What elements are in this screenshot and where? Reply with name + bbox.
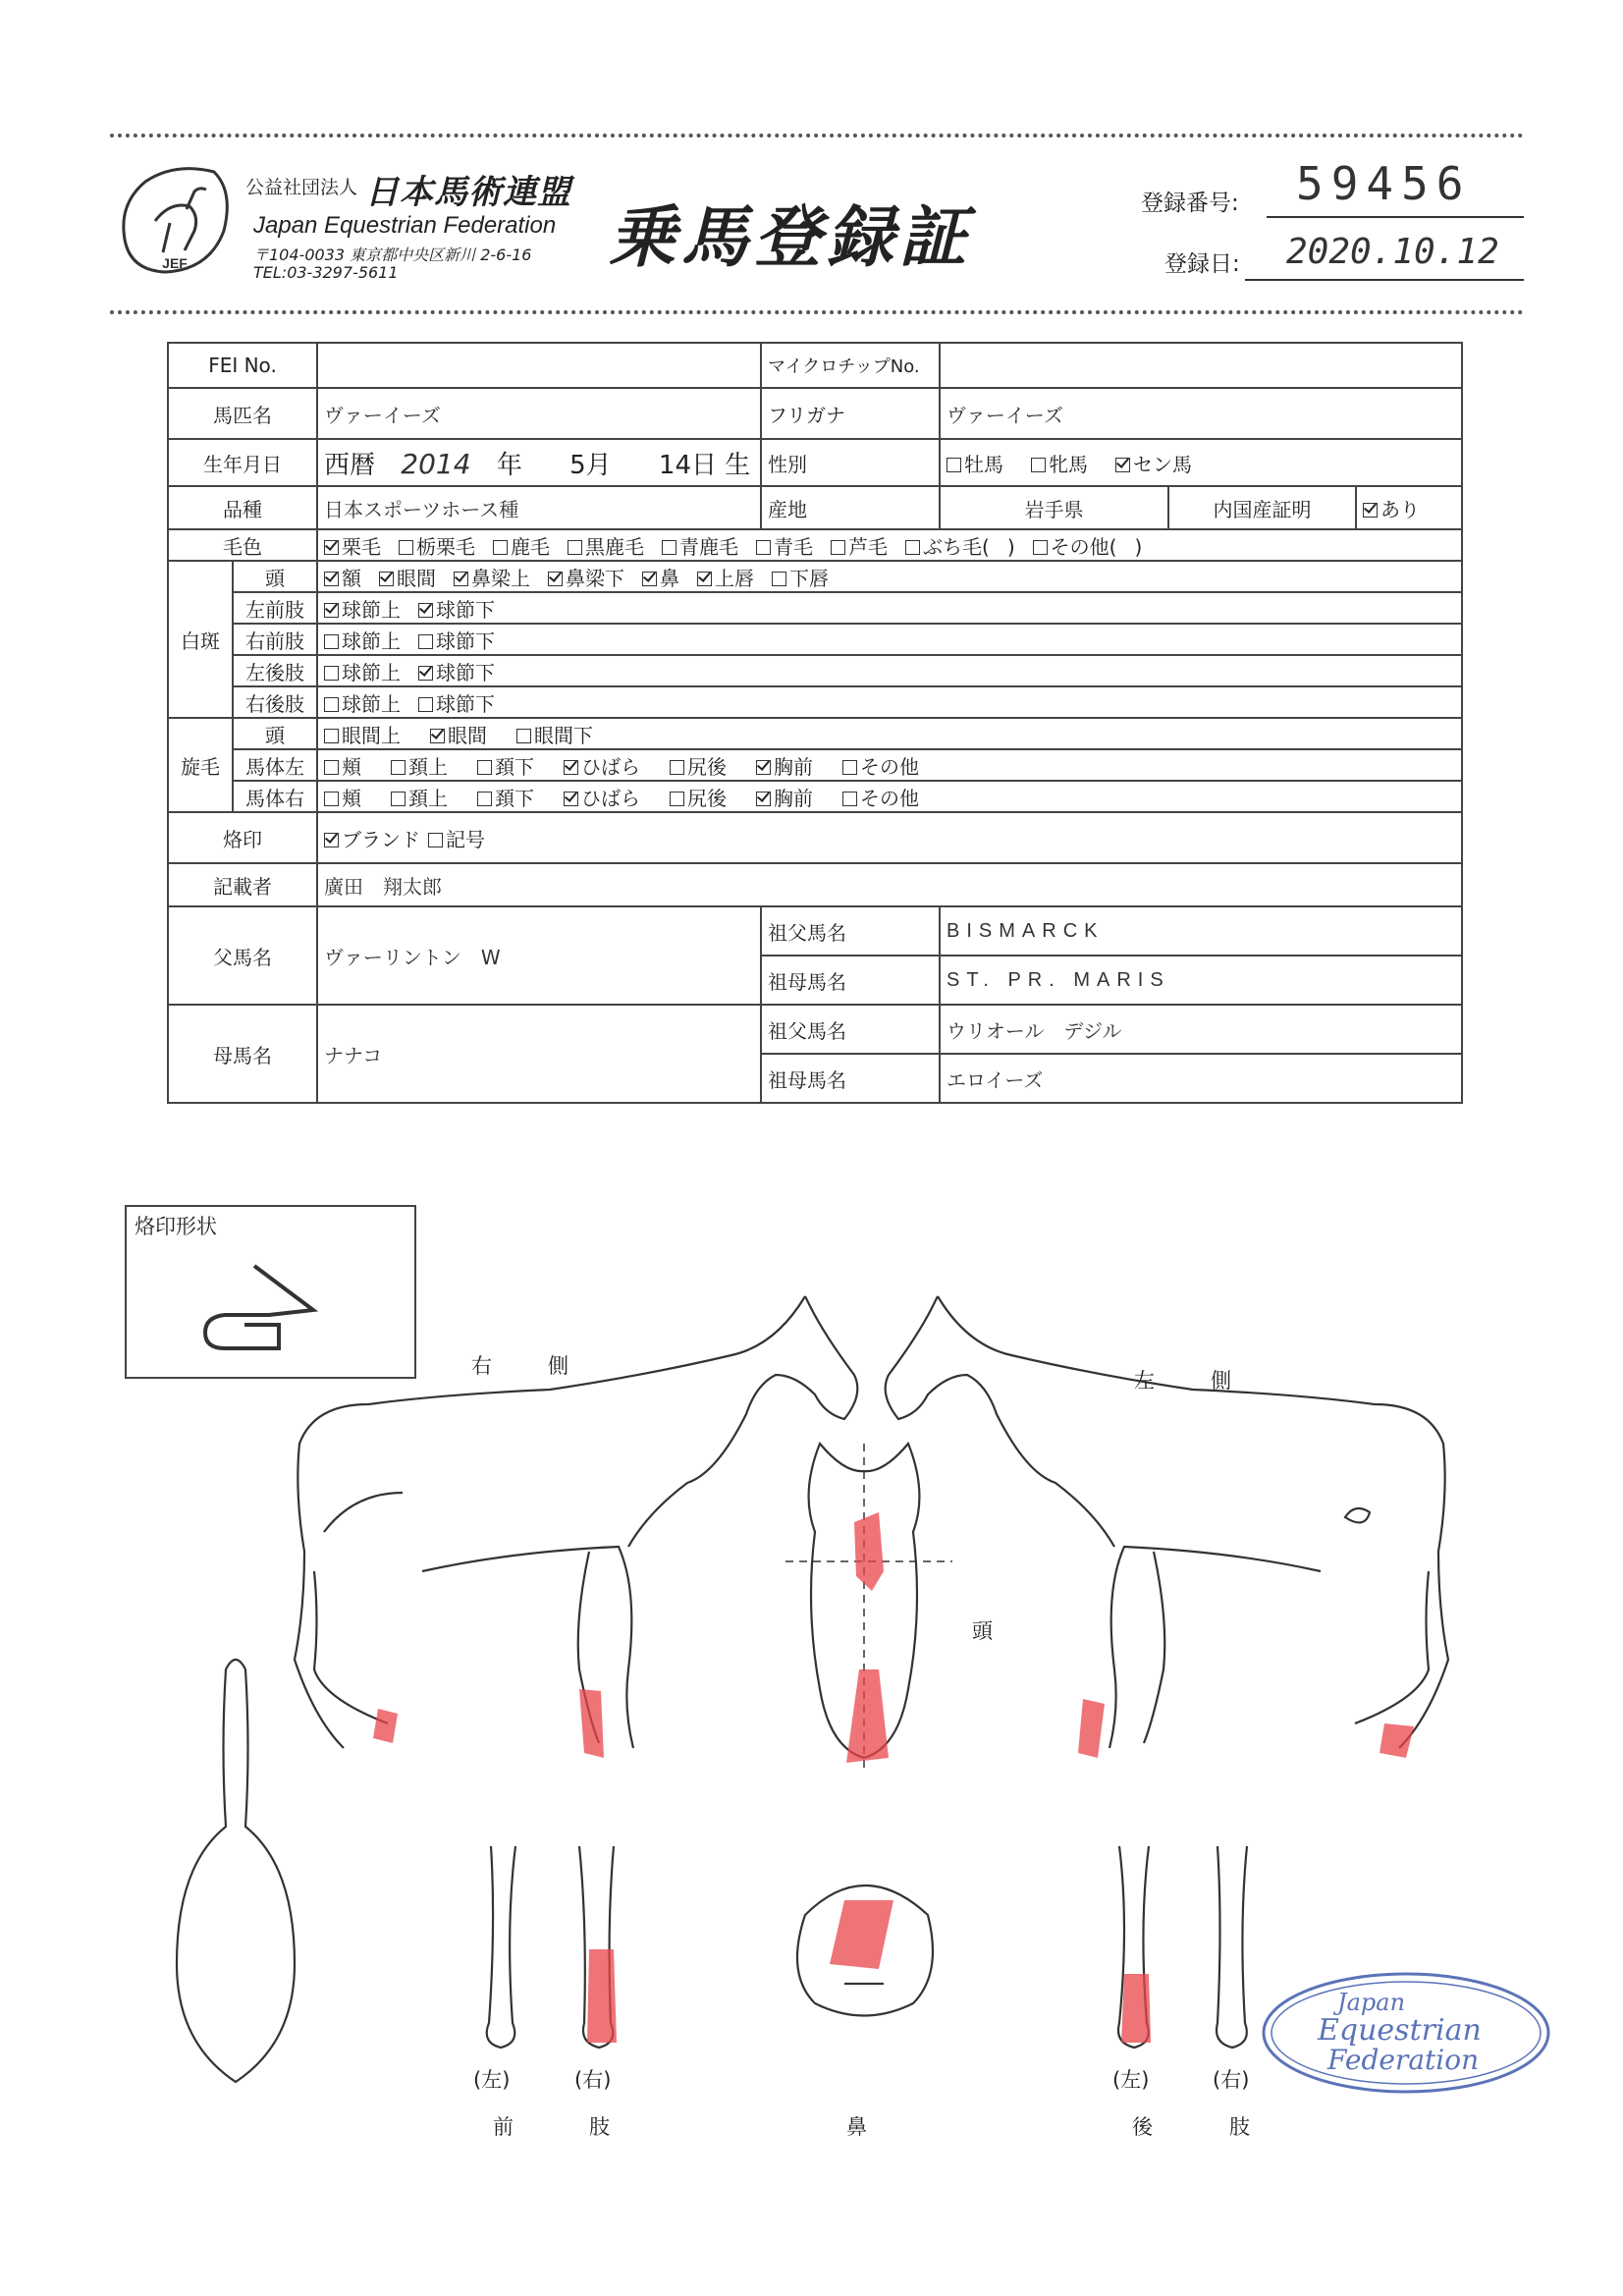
checked-box-icon[interactable]	[564, 760, 578, 775]
checkbox-option-label: その他	[860, 754, 920, 779]
fore-label-1: 前	[493, 2115, 514, 2139]
checkbox-option[interactable]	[418, 598, 495, 622]
unchecked-box-icon[interactable]	[516, 729, 531, 743]
checkbox-option[interactable]	[516, 724, 593, 747]
checked-box-icon[interactable]	[379, 572, 394, 586]
white-options	[317, 686, 1462, 718]
checkbox-option-label: 青毛	[774, 534, 814, 559]
horse-left-side	[886, 1296, 1448, 1748]
checkbox-option[interactable]	[430, 724, 487, 747]
unchecked-box-icon[interactable]	[842, 760, 857, 775]
checkbox-option[interactable]	[697, 567, 754, 590]
checkbox-option-label: 球節下	[436, 660, 496, 684]
head-label: 頭	[972, 1619, 993, 1643]
checkbox-option-label: 球節下	[436, 691, 496, 716]
checkbox-option-label: 球節上	[342, 660, 402, 684]
checkbox-option-label: 眼間上	[342, 723, 402, 747]
whorl-row	[168, 749, 1462, 781]
checkbox-option[interactable]	[324, 828, 420, 851]
brand-label: 烙印	[168, 812, 317, 863]
checkbox-option[interactable]	[324, 692, 401, 716]
checkbox-option-label: 芦毛	[848, 534, 889, 559]
federation-stamp	[1259, 1969, 1553, 2097]
checkbox-option-label: 下唇	[789, 566, 830, 590]
checkbox-option[interactable]	[454, 567, 530, 590]
checkbox-option[interactable]	[670, 755, 727, 779]
checkbox-option-label: 眼間	[448, 723, 488, 747]
dam-value: ナナコ	[317, 1005, 761, 1103]
checkbox-option-label: 額	[342, 566, 362, 590]
whorl-row	[168, 781, 1462, 812]
checkbox-option-label: 胸前	[774, 754, 814, 779]
checkbox-option-label: 頚上	[408, 786, 449, 810]
tel-line: TEL:03-3297-5611	[253, 263, 399, 282]
checkbox-option-label: 頚下	[495, 786, 535, 810]
reg-date-label: 登録日:	[1164, 251, 1240, 277]
fei-value	[317, 343, 761, 388]
checkbox-option[interactable]	[564, 787, 640, 810]
whorl-part: 馬体左	[233, 749, 317, 781]
checkbox-option-label: 鼻梁下	[566, 566, 625, 590]
checkbox-option[interactable]	[756, 755, 813, 779]
reg-date-underline	[1245, 279, 1524, 281]
chip-label: マイクロチップNo.	[761, 343, 940, 388]
checked-box-icon[interactable]	[642, 572, 657, 586]
origin-label: 産地	[761, 486, 940, 529]
horse-top-view	[177, 1660, 295, 2082]
checked-box-icon[interactable]	[756, 792, 771, 806]
dob-suffix: 生	[725, 450, 751, 480]
checkbox-option-label: その他(	[1050, 534, 1117, 559]
white-row	[168, 624, 1462, 655]
checkbox-option[interactable]	[670, 787, 727, 810]
checkbox-option-label: 頚下	[495, 754, 535, 779]
jef-logo	[116, 162, 236, 280]
checked-box-icon[interactable]	[564, 792, 578, 806]
checkbox-option-label: 胸前	[774, 786, 814, 810]
dob-year-unit: 年	[496, 450, 522, 480]
checkbox-option-label: ブランド	[342, 827, 421, 851]
domestic-label: 内国産証明	[1168, 486, 1356, 529]
checkbox-option-label: 栗毛	[342, 534, 382, 559]
sex-label: 性別	[761, 439, 940, 486]
writer-value: 廣田 翔太郎	[317, 863, 1462, 906]
checkbox-option-label: あり	[1380, 497, 1421, 521]
unchecked-box-icon[interactable]	[391, 792, 406, 806]
checkbox-option-label: ぶち毛(	[923, 534, 990, 559]
checkbox-option-label: 鹿毛	[511, 534, 551, 559]
checked-box-icon[interactable]	[324, 603, 339, 618]
checkbox-option-label: その他	[860, 786, 920, 810]
top-dotted-rule	[110, 134, 1524, 137]
checkbox-option[interactable]	[1363, 498, 1420, 521]
checkbox-option-label: 鼻	[660, 566, 680, 590]
checkbox-option[interactable]	[324, 661, 401, 684]
checkbox-option[interactable]	[548, 567, 624, 590]
fore-right-label: (右)	[574, 2068, 612, 2092]
unchecked-box-icon[interactable]	[756, 540, 771, 555]
unchecked-box-icon[interactable]	[670, 792, 684, 806]
left-side-label: 左 側	[1134, 1369, 1249, 1393]
dam-grandsire-label: 祖父馬名	[761, 1005, 940, 1054]
whorl-label: 旋毛	[168, 718, 233, 812]
checkbox-option[interactable]	[772, 567, 829, 590]
checkbox-option-label: ひばら	[581, 786, 641, 810]
checkbox-option[interactable]	[477, 755, 534, 779]
sire-grandsire-label: 祖父馬名	[761, 906, 940, 956]
checkbox-option-label: 頚上	[408, 754, 449, 779]
brand-options	[317, 812, 1462, 863]
sire-granddam-value: ST. PR. MARIS	[940, 956, 1462, 1005]
checkbox-option[interactable]	[391, 787, 448, 810]
white-row	[168, 592, 1462, 624]
chip-value	[940, 343, 1462, 388]
brand-shape-label: 烙印形状	[135, 1215, 217, 1238]
unchecked-box-icon[interactable]	[772, 572, 786, 586]
unchecked-box-icon[interactable]	[418, 697, 433, 712]
row-breed	[168, 486, 1462, 529]
hind-left-label: (左)	[1112, 2068, 1150, 2092]
hind-label-1: 後	[1132, 2115, 1153, 2139]
checkbox-option-label: 上唇	[715, 566, 755, 590]
checked-box-icon[interactable]	[418, 666, 433, 681]
name-label: 馬匹名	[168, 388, 317, 439]
white-options	[317, 655, 1462, 686]
unchecked-box-icon[interactable]	[493, 540, 508, 555]
row-fei	[168, 343, 1462, 388]
dob-day: 14日	[658, 450, 718, 480]
unchecked-box-icon[interactable]	[670, 760, 684, 775]
checkbox-option-label: 球節上	[342, 691, 402, 716]
whorl-part: 頭	[233, 718, 317, 749]
checkbox-option[interactable]	[1007, 535, 1015, 559]
checkbox-option[interactable]	[756, 787, 813, 810]
writer-label: 記載者	[168, 863, 317, 906]
white-part: 左後肢	[233, 655, 317, 686]
registration-form-table	[167, 342, 1463, 1104]
checked-box-icon[interactable]	[1115, 458, 1130, 472]
org-name: 日本馬術連盟	[365, 173, 571, 212]
white-part: 右前肢	[233, 624, 317, 655]
checkbox-option-label: 頬	[342, 786, 362, 810]
unchecked-box-icon[interactable]	[1031, 458, 1046, 472]
checked-box-icon[interactable]	[324, 833, 339, 847]
checkbox-option-label: 頬	[342, 754, 362, 779]
white-markings	[373, 1512, 1414, 2043]
breed-value: 日本スポーツホース種	[317, 486, 761, 529]
reg-no-label: 登録番号:	[1141, 191, 1239, 216]
dam-grandsire-value: ウリオール デジル	[940, 1005, 1462, 1054]
address-line: 〒104-0033 東京都中央区新川 2-6-16	[253, 246, 532, 264]
unchecked-box-icon[interactable]	[947, 458, 961, 472]
checkbox-option[interactable]	[831, 535, 888, 559]
unchecked-box-icon[interactable]	[831, 540, 845, 555]
checked-box-icon[interactable]	[1363, 503, 1378, 518]
unchecked-box-icon[interactable]	[1033, 540, 1048, 555]
org-kana: 公益社団法人	[245, 177, 358, 198]
row-writer	[168, 863, 1462, 906]
unchecked-box-icon[interactable]	[324, 634, 339, 649]
white-options	[317, 592, 1462, 624]
svg-text:Federation: Federation	[1327, 2044, 1480, 2076]
unchecked-box-icon[interactable]	[905, 540, 920, 555]
nose-label: 鼻	[846, 2115, 867, 2139]
checkbox-option-label: )	[1006, 534, 1015, 559]
reg-date-value: 2020.10.12	[1286, 232, 1499, 272]
checkbox-option[interactable]	[564, 755, 640, 779]
svg-text:JEF: JEF	[162, 255, 188, 271]
dam-label: 母馬名	[168, 1005, 317, 1103]
white-options	[317, 561, 1462, 592]
checkbox-option[interactable]	[324, 535, 381, 559]
unchecked-box-icon[interactable]	[842, 792, 857, 806]
checkbox-option[interactable]	[418, 661, 495, 684]
checkbox-option[interactable]	[324, 755, 361, 779]
origin-value: 岩手県	[940, 486, 1168, 529]
checkbox-option-label: 尻後	[687, 786, 728, 810]
checkbox-option[interactable]	[493, 535, 550, 559]
white-part: 右後肢	[233, 686, 317, 718]
checkbox-option-label: 青鹿毛	[679, 534, 739, 559]
dam-granddam-label: 祖母馬名	[761, 1054, 940, 1103]
unchecked-box-icon[interactable]	[324, 729, 339, 743]
checkbox-option[interactable]	[662, 535, 738, 559]
color-options	[317, 529, 1462, 561]
hind-right-label: (右)	[1213, 2068, 1250, 2092]
dob-era: 西暦	[324, 450, 376, 480]
furigana-value: ヴァーイーズ	[940, 388, 1462, 439]
reg-no-underline	[1267, 216, 1524, 218]
sire-granddam-label: 祖母馬名	[761, 956, 940, 1005]
checkbox-option-label: 栃栗毛	[416, 534, 476, 559]
row-dam-1	[168, 1005, 1462, 1054]
furigana-label: フリガナ	[761, 388, 940, 439]
dob-month: 5月	[569, 450, 612, 480]
checked-box-icon[interactable]	[756, 760, 771, 775]
white-row	[168, 561, 1462, 592]
checkbox-option-label: 鼻梁上	[471, 566, 531, 590]
checkbox-option[interactable]	[391, 755, 448, 779]
checkbox-option-label: セン馬	[1133, 452, 1193, 476]
white-part: 頭	[233, 561, 317, 592]
unchecked-box-icon[interactable]	[324, 697, 339, 712]
reg-no-value: 59456	[1296, 157, 1472, 210]
unchecked-box-icon[interactable]	[391, 760, 406, 775]
checkbox-option[interactable]	[418, 629, 495, 653]
dam-granddam-value: エロイーズ	[940, 1054, 1462, 1103]
svg-text:Equestrian: Equestrian	[1318, 2013, 1482, 2048]
whorl-options	[317, 718, 1462, 749]
sire-value: ヴァーリントン W	[317, 906, 761, 1005]
unchecked-box-icon[interactable]	[568, 540, 582, 555]
checkbox-option[interactable]	[905, 535, 990, 559]
whorl-row	[168, 718, 1462, 749]
unchecked-box-icon[interactable]	[324, 792, 339, 806]
checkbox-option[interactable]	[379, 567, 436, 590]
dob-year: 2014	[401, 447, 471, 480]
checkbox-option-label: 黒鹿毛	[585, 534, 645, 559]
fore-left-label: (左)	[473, 2068, 511, 2092]
org-address	[253, 246, 531, 282]
checked-box-icon[interactable]	[430, 729, 445, 743]
dob-value	[317, 439, 761, 486]
unchecked-box-icon[interactable]	[324, 760, 339, 775]
checkbox-option-label: 記号	[446, 827, 486, 851]
checkbox-option-label: 球節下	[436, 629, 496, 653]
fei-label: FEI No.	[168, 343, 317, 388]
unchecked-box-icon[interactable]	[477, 792, 492, 806]
white-row	[168, 655, 1462, 686]
checkbox-option[interactable]	[418, 692, 495, 716]
checkbox-option[interactable]	[1134, 535, 1142, 559]
unchecked-box-icon[interactable]	[428, 833, 443, 847]
checkbox-option[interactable]	[399, 535, 475, 559]
checkbox-option[interactable]	[756, 535, 813, 559]
checkbox-option-label: 尻後	[687, 754, 728, 779]
row-color	[168, 529, 1462, 561]
checkbox-option[interactable]	[568, 535, 644, 559]
white-row	[168, 686, 1462, 718]
checkbox-option[interactable]	[477, 787, 534, 810]
checkbox-option-label: 球節上	[342, 597, 402, 622]
unchecked-box-icon[interactable]	[662, 540, 676, 555]
white-part: 左前肢	[233, 592, 317, 624]
white-options	[317, 624, 1462, 655]
sex-options	[940, 439, 1462, 486]
document-title: 乗馬登録証	[609, 199, 973, 277]
checkbox-option[interactable]	[324, 567, 361, 590]
checkbox-option[interactable]	[842, 755, 919, 779]
name-value: ヴァーイーズ	[317, 388, 761, 439]
sire-label: 父馬名	[168, 906, 317, 1005]
unchecked-box-icon[interactable]	[399, 540, 413, 555]
checkbox-option-label: 牝馬	[1049, 452, 1089, 476]
whorl-part: 馬体右	[233, 781, 317, 812]
hind-label-2: 肢	[1229, 2115, 1250, 2139]
fore-label-2: 肢	[589, 2115, 610, 2139]
checkbox-option[interactable]	[324, 787, 361, 810]
unchecked-box-icon[interactable]	[418, 634, 433, 649]
row-dob	[168, 439, 1462, 486]
unchecked-box-icon[interactable]	[477, 760, 492, 775]
checkbox-option[interactable]	[947, 453, 1003, 476]
row-name	[168, 388, 1462, 439]
svg-text:Japan: Japan	[1337, 1989, 1406, 2016]
checkbox-option[interactable]	[324, 724, 401, 747]
checked-box-icon[interactable]	[697, 572, 712, 586]
checkbox-option-label: 球節上	[342, 629, 402, 653]
checkbox-option-label: 眼間	[397, 566, 437, 590]
checkbox-option-label: )	[1134, 534, 1143, 559]
header-dotted-rule	[110, 310, 1524, 314]
checkbox-option[interactable]	[324, 598, 401, 622]
checked-box-icon[interactable]	[454, 572, 468, 586]
breed-label: 品種	[168, 486, 317, 529]
checkbox-option[interactable]	[428, 828, 485, 851]
checkbox-option-label: 球節下	[436, 597, 496, 622]
org-english-name: Japan Equestrian Federation	[253, 212, 557, 239]
unchecked-box-icon[interactable]	[324, 666, 339, 681]
checkbox-option-label: 眼間下	[534, 723, 594, 747]
checked-box-icon[interactable]	[548, 572, 563, 586]
whorl-options	[317, 781, 1462, 812]
checkbox-option[interactable]	[1033, 535, 1117, 559]
right-side-label: 右 側	[471, 1354, 586, 1378]
checkbox-option[interactable]	[324, 629, 401, 653]
checkbox-option-label: ひばら	[581, 754, 641, 779]
checked-box-icon[interactable]	[324, 540, 339, 555]
checked-box-icon[interactable]	[324, 572, 339, 586]
checkbox-option[interactable]	[842, 787, 919, 810]
row-sire-1	[168, 906, 1462, 956]
checkbox-option[interactable]	[1115, 453, 1192, 476]
domestic-option	[1356, 486, 1462, 529]
checkbox-option-label: 牡馬	[964, 452, 1004, 476]
whorl-options	[317, 749, 1462, 781]
checked-box-icon[interactable]	[418, 603, 433, 618]
sire-grandsire-value: BISMARCK	[940, 906, 1462, 956]
color-label: 毛色	[168, 529, 317, 561]
dob-label: 生年月日	[168, 439, 317, 486]
checkbox-option[interactable]	[642, 567, 679, 590]
white-label: 白斑	[168, 561, 233, 718]
row-brand	[168, 812, 1462, 863]
checkbox-option[interactable]	[1031, 453, 1088, 476]
